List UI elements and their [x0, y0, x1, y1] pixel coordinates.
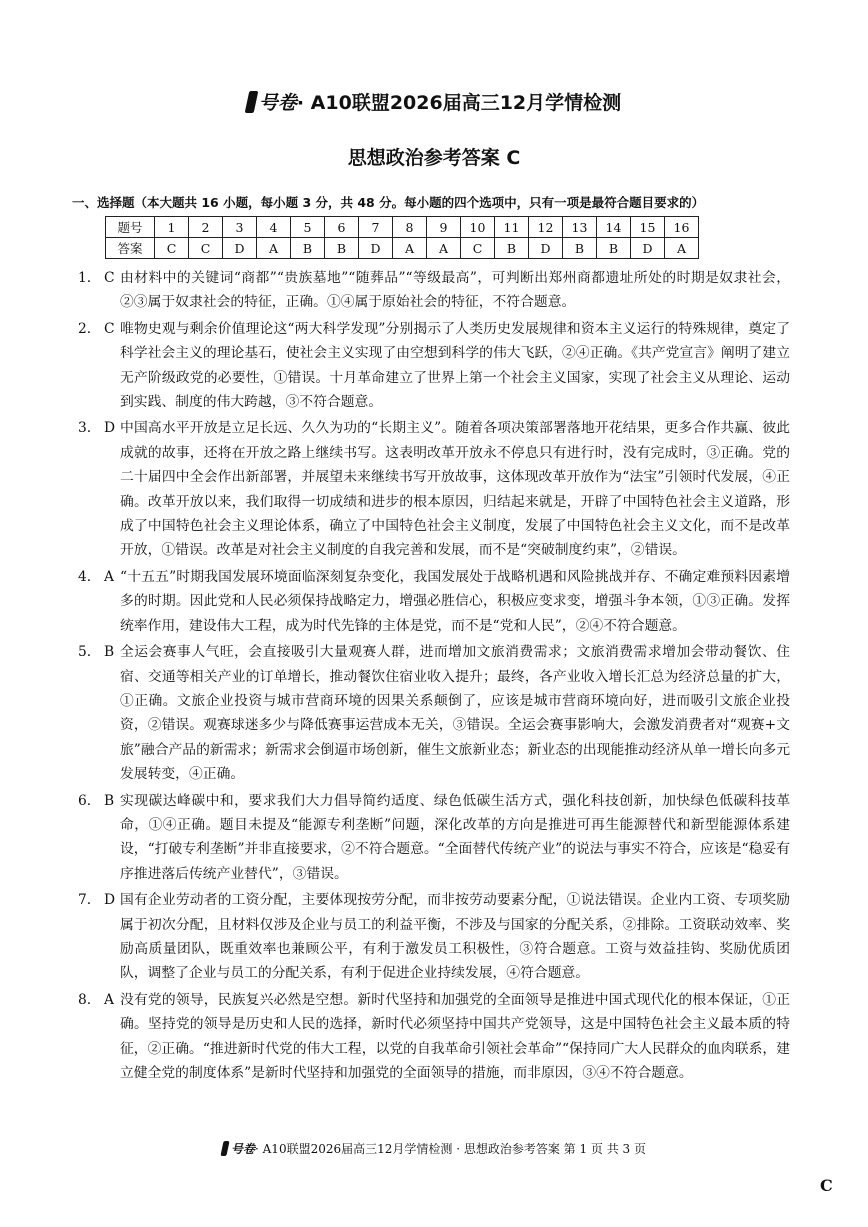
- answer-cell: B: [325, 238, 359, 259]
- answer-table: [105, 216, 699, 259]
- answer-table-answer-label: 答案: [106, 238, 155, 259]
- question-number-cell: 13: [563, 217, 597, 238]
- item-answer: C: [104, 270, 115, 286]
- explanation-item: [78, 888, 790, 986]
- answer-cell: B: [495, 238, 529, 259]
- page-footer: [0, 1140, 868, 1157]
- section-heading: 一、选择题（本大题共 16 小题，每小题 3 分，共 48 分。每小题的四个选项中，只有一项是最符合题目要求的）: [72, 195, 705, 210]
- item-explanation: 实现碳达峰碳中和，要求我们大力倡导简约适度、绿色低碳生活方式，强化科技创新，加快绿色低碳科技革命，①④正确。题目未提及“能源专利垄断”问题，深化改革的方向是推进可再生能源替代和新型能源体系建设，“打破专利垄断”并非直接要求，②不符合题意。“全面替代传统产业”的说法与事实不符合，应该是“稳妥有序推进落后传统产业替代”，③错误。: [120, 792, 790, 882]
- item-number: 3.: [78, 420, 92, 437]
- explanation-item: [78, 640, 790, 786]
- question-number-cell: 14: [597, 217, 631, 238]
- footer-logo-text: 号卷: [231, 1142, 256, 1156]
- question-number-cell: 10: [461, 217, 495, 238]
- explanation-list: [78, 266, 790, 1087]
- answer-cell: A: [665, 238, 699, 259]
- explanation-item: [78, 565, 790, 638]
- answer-cell: A: [257, 238, 291, 259]
- question-number-cell: 5: [291, 217, 325, 238]
- item-number: 2.: [78, 320, 92, 337]
- question-number-cell: 8: [393, 217, 427, 238]
- item-explanation: 国有企业劳动者的工资分配，主要体现按劳分配，而非按劳动要素分配，①说法错误。企业内工资、专项奖励属于初次分配，且材料仅涉及企业与员工的利益平衡，不涉及与国家的分配关系，②排除。工资联动效率、奖励高质量团队，既重效率也兼顾公平，有利于激发员工积极性，③符合题意。工资与效益挂钩、奖励优质团队，调整了企业与员工的分配关系，有利于促进企业持续发展，④符合题意。: [120, 892, 790, 982]
- item-answer: D: [104, 420, 116, 437]
- item-number: 6.: [78, 792, 92, 809]
- item-explanation: 没有党的领导，民族复兴必然是空想。新时代坚持和加强党的全面领导是推进中国式现代化的根本保证，①正确。坚持党的领导是历史和人民的选择，新时代必须坚持中国共产党领导，这是中国特色社会主义最本质的特征，②正确。“推进新时代党的伟大工程，以党的自我革命引领社会革命”“保持同广大人民群众的血肉联系，建立健全党的制度体系”是新时代坚持和加强党的全面领导的措施，而非原因，③④不符合题意。: [120, 991, 790, 1081]
- explanation-item: [78, 317, 790, 415]
- document-title: [0, 88, 868, 115]
- question-number-cell: 7: [359, 217, 393, 238]
- item-answer: A: [104, 568, 114, 585]
- answer-cell: C: [155, 238, 189, 259]
- question-number-cell: 15: [631, 217, 665, 238]
- item-number: 8.: [78, 991, 92, 1008]
- item-number: 7.: [78, 892, 92, 909]
- answer-cell: D: [223, 238, 257, 259]
- brand-logo-text: 号卷: [258, 92, 297, 114]
- answer-table-answer-row: [106, 238, 699, 259]
- answer-cell: C: [189, 238, 223, 259]
- explanation-item: [78, 988, 790, 1086]
- question-number-cell: 16: [665, 217, 699, 238]
- answer-cell: C: [461, 238, 495, 259]
- question-number-cell: 12: [529, 217, 563, 238]
- item-answer: C: [104, 320, 115, 337]
- answer-table-number-row: [106, 217, 699, 238]
- question-number-cell: 9: [427, 217, 461, 238]
- item-answer: D: [104, 892, 116, 909]
- question-number-cell: 11: [495, 217, 529, 238]
- explanation-item: [78, 266, 790, 315]
- brush-logo-icon: [220, 1141, 229, 1156]
- item-explanation: 由材料中的关键词“商都”“贵族墓地”“随葬品”“等级最高”，可判断出郑州商都遗址所处的时期是奴隶社会，②③属于奴隶社会的特征，正确。①④属于原始社会的特征，不符合题意。: [120, 270, 790, 311]
- item-explanation: 全运会赛事人气旺，会直接吸引大量观赛人群，进而增加文旅消费需求；文旅消费需求增加会带动餐饮、住宿、交通等相关产业的订单增长，推动餐饮住宿业收入提升；最终，各产业收入增长汇总为经济总量的扩大，①正确。文旅企业投资与城市营商环境的因果关系颠倒了，应该是城市营商环境向好，进而吸引文旅企业投资，②错误。观赛球迷多少与降低赛事运营成本无关，③错误。全运会赛事影响大，会激发消费者对“观赛+文旅”融合产品的新需求；新需求会倒逼市场创新，催生文旅新业态；新业态的出现能推动经济从单一增长向多元发展转变，④正确。: [120, 644, 790, 783]
- version-mark: C: [820, 1176, 833, 1195]
- item-answer: B: [104, 792, 115, 809]
- answer-table-number-label: 题号: [106, 217, 155, 238]
- document-subtitle: 思想政治参考答案 C: [347, 147, 521, 169]
- explanation-item: [78, 789, 790, 887]
- item-answer: A: [104, 991, 114, 1008]
- item-number: 5.: [78, 644, 92, 661]
- item-explanation: 唯物史观与剩余价值理论这“两大科学发现”分别揭示了人类历史发展规律和资本主义运行的特殊规律，奠定了科学社会主义的理论基石，使社会主义实现了由空想到科学的伟大飞跃，②④正确。《共产党宣言》阐明了建立无产阶级政党的必要性，①错误。十月革命建立了世界上第一个社会主义国家，实现了社会主义从理论、运动到实践、制度的伟大跨越，③不符合题意。: [120, 320, 790, 411]
- item-answer: B: [104, 644, 115, 661]
- answer-cell: A: [393, 238, 427, 259]
- question-number-cell: 6: [325, 217, 359, 238]
- explanation-item: [78, 416, 790, 562]
- item-number: 4.: [78, 568, 92, 585]
- answer-cell: D: [359, 238, 393, 259]
- question-number-cell: 1: [155, 217, 189, 238]
- exam-title: · A10联盟2026届高三12月学情检测: [296, 92, 622, 114]
- answer-cell: B: [563, 238, 597, 259]
- footer-text: · A10联盟2026届高三12月学情检测 · 思想政治参考答案 第 1 页 共 3 页: [255, 1142, 646, 1156]
- answer-cell: A: [427, 238, 461, 259]
- question-number-cell: 4: [257, 217, 291, 238]
- item-number: 1.: [78, 270, 92, 286]
- question-number-cell: 2: [189, 217, 223, 238]
- answer-cell: D: [631, 238, 665, 259]
- item-explanation: “十五五”时期我国发展环境面临深刻复杂变化，我国发展处于战略机遇和风险挑战并存、不确定难预料因素增多的时期。因此党和人民必须保持战略定力，增强必胜信心，积极应变求变，增强斗争本领，①③正确。发挥统率作用，建设伟大工程，成为时代先锋的主体是党，而不是“党和人民”，②④不符合题意。: [120, 568, 790, 634]
- question-number-cell: 3: [223, 217, 257, 238]
- item-explanation: 中国高水平开放是立足长远、久久为功的“长期主义”。随着各项决策部署落地开花结果，更多合作共赢、彼此成就的故事，还将在开放之路上继续书写。这表明改革开放永不停息只有进行时，没有完成时，③正确。党的二十届四中全会作出新部署，并展望未来继续书写开放故事，这体现改革开放作为“法宝”引领时代发展，④正确。改革开放以来，我们取得一切成绩和进步的根本原因，归结起来就是，开辟了中国特色社会主义道路，形成了中国特色社会主义理论体系，确立了中国特色社会主义制度，发展了中国特色社会主义文化，而不是改革开放，①错误。改革是对社会主义制度的自我完善和发展，而不是“突破制度约束”，②错误。: [120, 420, 790, 559]
- answer-cell: B: [597, 238, 631, 259]
- answer-cell: B: [291, 238, 325, 259]
- brush-logo-icon: [244, 91, 258, 113]
- answer-cell: D: [529, 238, 563, 259]
